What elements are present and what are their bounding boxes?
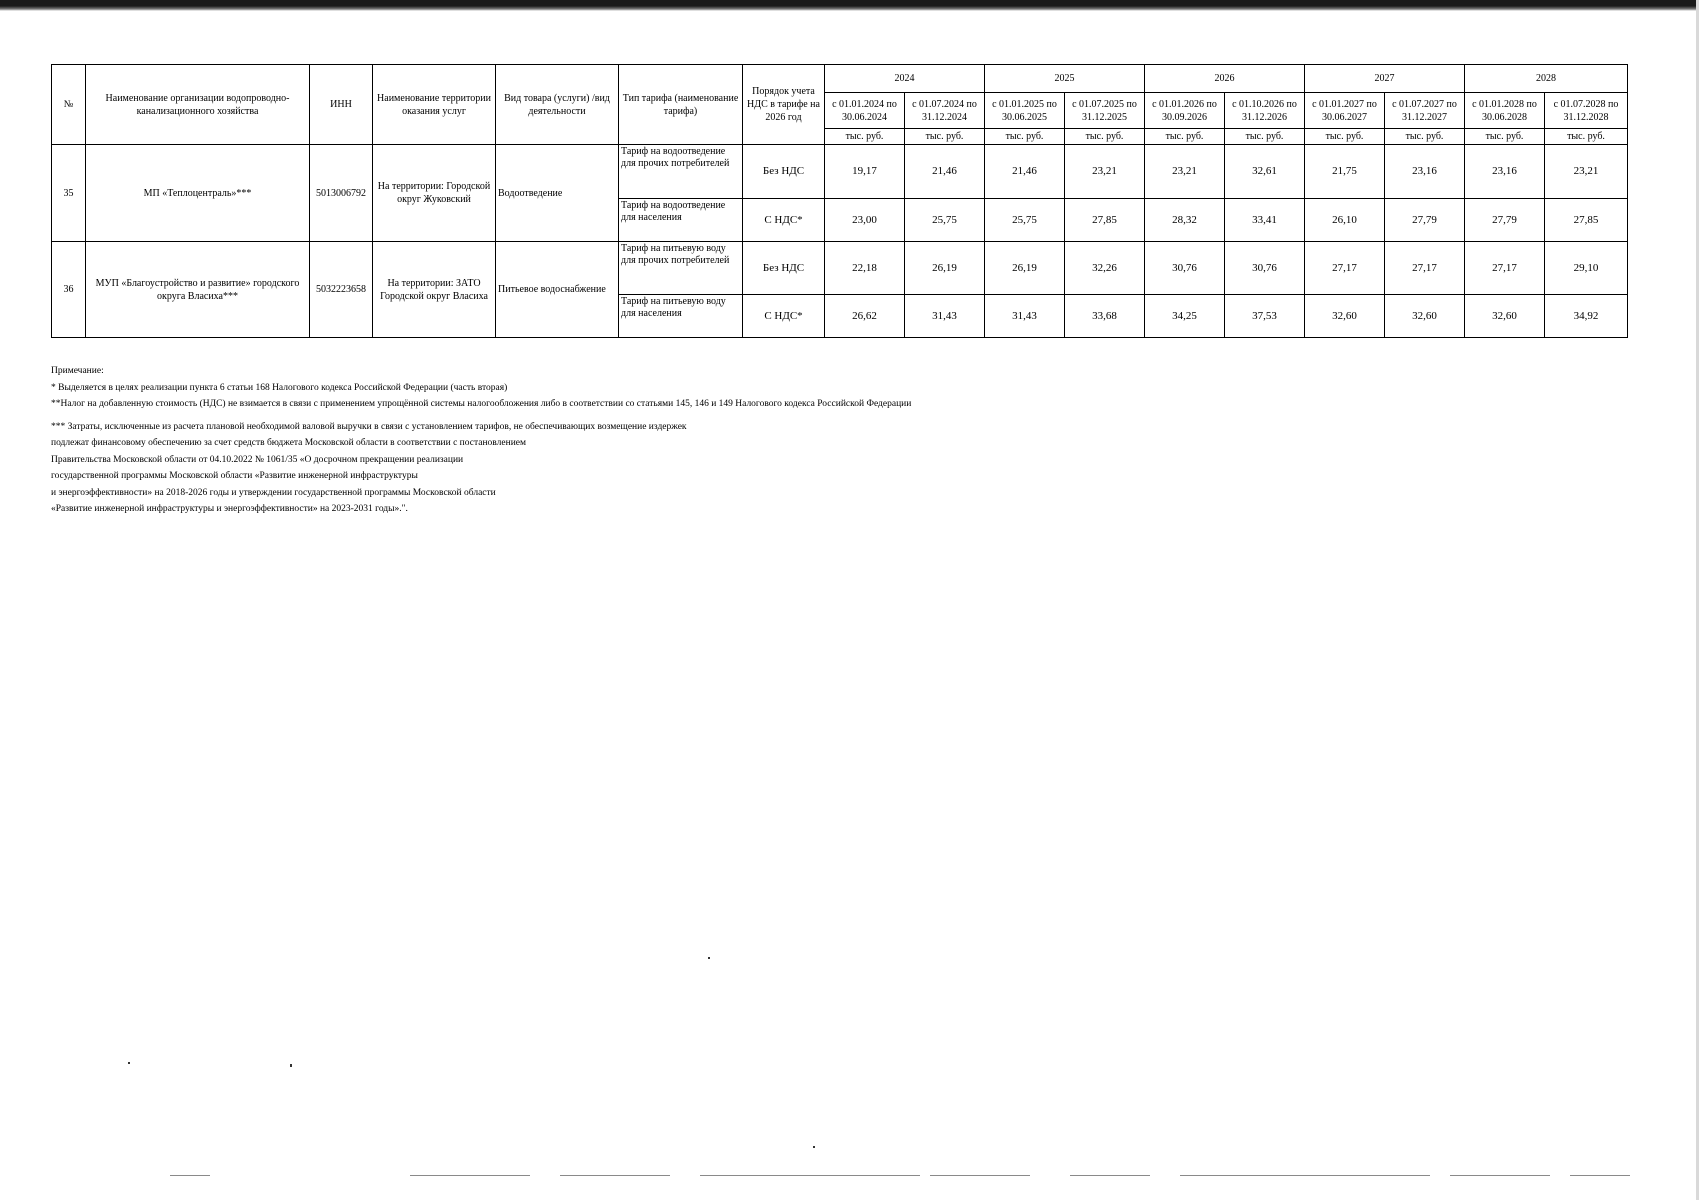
tariff-value: 33,68 bbox=[1065, 295, 1145, 338]
note-no-vat: **Налог на добавленную стоимость (НДС) не взимается в связи с применением упрощённой системы налогообложения либо в соответствии со статьями 145, 146 и 149 Налогового кодекса Российской Федерации bbox=[51, 399, 912, 409]
header-period: с 01.07.2027 по 31.12.2027 bbox=[1385, 93, 1465, 129]
header-unit: тыс. руб. bbox=[825, 129, 905, 145]
header-year: 2026 bbox=[1145, 65, 1305, 93]
header-unit: тыс. руб. bbox=[1545, 129, 1628, 145]
tariff-value: 32,60 bbox=[1305, 295, 1385, 338]
vat-order: С НДС* bbox=[743, 295, 825, 338]
tariff-value: 21,46 bbox=[905, 145, 985, 199]
tariff-value: 23,21 bbox=[1065, 145, 1145, 199]
header-unit: тыс. руб. bbox=[1145, 129, 1225, 145]
tariff-value: 27,17 bbox=[1385, 242, 1465, 295]
tariff-value: 32,60 bbox=[1385, 295, 1465, 338]
tariff-value: 28,32 bbox=[1145, 199, 1225, 242]
org-goods: Водоотведение bbox=[496, 145, 619, 242]
header-unit: тыс. руб. bbox=[1065, 129, 1145, 145]
tariff-value: 32,61 bbox=[1225, 145, 1305, 199]
tariff-value: 27,79 bbox=[1385, 199, 1465, 242]
tariff-value: 23,16 bbox=[1385, 145, 1465, 199]
header-year: 2025 bbox=[985, 65, 1145, 93]
tariff-table bbox=[51, 64, 1628, 338]
tariff-value: 25,75 bbox=[985, 199, 1065, 242]
header-period: с 01.07.2024 по 31.12.2024 bbox=[905, 93, 985, 129]
org-territory: На территории: ЗАТО Городской округ Власиха bbox=[373, 242, 496, 338]
notes-title: Примечание: bbox=[51, 366, 104, 376]
tariff-value: 22,18 bbox=[825, 242, 905, 295]
header-period: с 01.01.2028 по 30.06.2028 bbox=[1465, 93, 1545, 129]
header-vat-order: Порядок учета НДС в тарифе на 2026 год bbox=[743, 65, 825, 145]
scan-speck bbox=[708, 957, 710, 959]
note-budget-line: подлежат финансовому обеспечению за счет средств бюджета Московской области в соответствии с постановлением bbox=[51, 438, 527, 448]
header-unit: тыс. руб. bbox=[1225, 129, 1305, 145]
tariff-value: 23,21 bbox=[1545, 145, 1628, 199]
tariff-value: 33,41 bbox=[1225, 199, 1305, 242]
tariff-value: 21,75 bbox=[1305, 145, 1385, 199]
scan-speck bbox=[128, 1062, 130, 1064]
header-goods: Вид товара (услуги) /вид деятельности bbox=[496, 65, 619, 145]
tariff-value: 26,62 bbox=[825, 295, 905, 338]
note-budget-line: *** Затраты, исключенные из расчета плановой необходимой валовой выручки в связи с установлением тарифов, не обеспечивающих возмещение издержек bbox=[51, 421, 687, 432]
notes-section bbox=[51, 363, 1451, 518]
header-period: с 01.01.2026 по 30.09.2026 bbox=[1145, 93, 1225, 129]
tariff-type: Тариф на питьевую воду для населения bbox=[619, 295, 743, 338]
tariff-value: 26,19 bbox=[985, 242, 1065, 295]
tariff-type: Тариф на водоотведение для прочих потребителей bbox=[619, 145, 743, 199]
header-territory: Наименование территории оказания услуг bbox=[373, 65, 496, 145]
tariff-value: 27,17 bbox=[1305, 242, 1385, 295]
header-period: с 01.10.2026 по 31.12.2026 bbox=[1225, 93, 1305, 129]
note-budget-line: «Развитие инженерной инфраструктуры и энергоэффективности» на 2023-2031 годы».". bbox=[51, 504, 408, 514]
org-num: 36 bbox=[52, 242, 86, 338]
tariff-value: 29,10 bbox=[1545, 242, 1628, 295]
header-unit: тыс. руб. bbox=[985, 129, 1065, 145]
tariff-value: 32,60 bbox=[1465, 295, 1545, 338]
tariff-value: 23,00 bbox=[825, 199, 905, 242]
vat-order: С НДС* bbox=[743, 199, 825, 242]
header-period: с 01.07.2025 по 31.12.2025 bbox=[1065, 93, 1145, 129]
tariff-value: 23,21 bbox=[1145, 145, 1225, 199]
org-territory: На территории: Городской округ Жуковский bbox=[373, 145, 496, 242]
org-inn: 5032223658 bbox=[310, 242, 373, 338]
header-row-years bbox=[52, 65, 1628, 93]
tariff-value: 19,17 bbox=[825, 145, 905, 199]
tariff-value: 31,43 bbox=[985, 295, 1065, 338]
header-period: с 01.01.2027 по 30.06.2027 bbox=[1305, 93, 1385, 129]
vat-order: Без НДС bbox=[743, 145, 825, 199]
header-unit: тыс. руб. bbox=[1465, 129, 1545, 145]
header-unit: тыс. руб. bbox=[1305, 129, 1385, 145]
tariff-value: 34,25 bbox=[1145, 295, 1225, 338]
tariff-value: 25,75 bbox=[905, 199, 985, 242]
tariff-value: 27,85 bbox=[1065, 199, 1145, 242]
tariff-value: 32,26 bbox=[1065, 242, 1145, 295]
scan-bottom-lines bbox=[170, 1175, 1630, 1179]
header-org: Наименование организации водопроводно-канализационного хозяйства bbox=[86, 65, 310, 145]
tariff-value: 30,76 bbox=[1225, 242, 1305, 295]
header-period: с 01.01.2025 по 30.06.2025 bbox=[985, 93, 1065, 129]
header-year: 2024 bbox=[825, 65, 985, 93]
header-unit: тыс. руб. bbox=[905, 129, 985, 145]
org-name: МУП «Благоустройство и развитие» городского округа Власиха*** bbox=[86, 242, 310, 338]
tariff-value: 30,76 bbox=[1145, 242, 1225, 295]
scan-top-edge bbox=[0, 0, 1699, 11]
tariff-value: 23,16 bbox=[1465, 145, 1545, 199]
header-year: 2027 bbox=[1305, 65, 1465, 93]
table-row bbox=[52, 242, 1628, 295]
scan-speck bbox=[290, 1064, 292, 1067]
tariff-type: Тариф на водоотведение для населения bbox=[619, 199, 743, 242]
tariff-value: 34,92 bbox=[1545, 295, 1628, 338]
header-inn: ИНН bbox=[310, 65, 373, 145]
note-vat-star: * Выделяется в целях реализации пункта 6 статьи 168 Налогового кодекса Российской Федерации (часть вторая) bbox=[51, 382, 508, 393]
org-name: МП «Теплоцентраль»*** bbox=[86, 145, 310, 242]
header-unit: тыс. руб. bbox=[1385, 129, 1465, 145]
scan-speck bbox=[813, 1146, 815, 1148]
org-num: 35 bbox=[52, 145, 86, 242]
tariff-value: 31,43 bbox=[905, 295, 985, 338]
table-row bbox=[52, 145, 1628, 199]
header-num: № bbox=[52, 65, 86, 145]
header-period: с 01.01.2024 по 30.06.2024 bbox=[825, 93, 905, 129]
tariff-value: 26,10 bbox=[1305, 199, 1385, 242]
header-year: 2028 bbox=[1465, 65, 1628, 93]
tariff-type: Тариф на питьевую воду для прочих потребителей bbox=[619, 242, 743, 295]
org-goods: Питьевое водоснабжение bbox=[496, 242, 619, 338]
tariff-value: 27,17 bbox=[1465, 242, 1545, 295]
tariff-value: 27,85 bbox=[1545, 199, 1628, 242]
header-tariff-type: Тип тарифа (наименование тарифа) bbox=[619, 65, 743, 145]
header-period: с 01.07.2028 по 31.12.2028 bbox=[1545, 93, 1628, 129]
tariff-value: 26,19 bbox=[905, 242, 985, 295]
vat-order: Без НДС bbox=[743, 242, 825, 295]
org-inn: 5013006792 bbox=[310, 145, 373, 242]
note-budget-line: государственной программы Московской области «Развитие инженерной инфраструктуры bbox=[51, 471, 418, 481]
tariff-value: 27,79 bbox=[1465, 199, 1545, 242]
tariff-value: 21,46 bbox=[985, 145, 1065, 199]
note-budget-line: Правительства Московской области от 04.10.2022 № 1061/35 «О досрочном прекращении реализации bbox=[51, 454, 464, 465]
tariff-value: 37,53 bbox=[1225, 295, 1305, 338]
note-budget-line: и энергоэффективности» на 2018-2026 годы и утверждении государственной программы Московской области bbox=[51, 487, 496, 498]
